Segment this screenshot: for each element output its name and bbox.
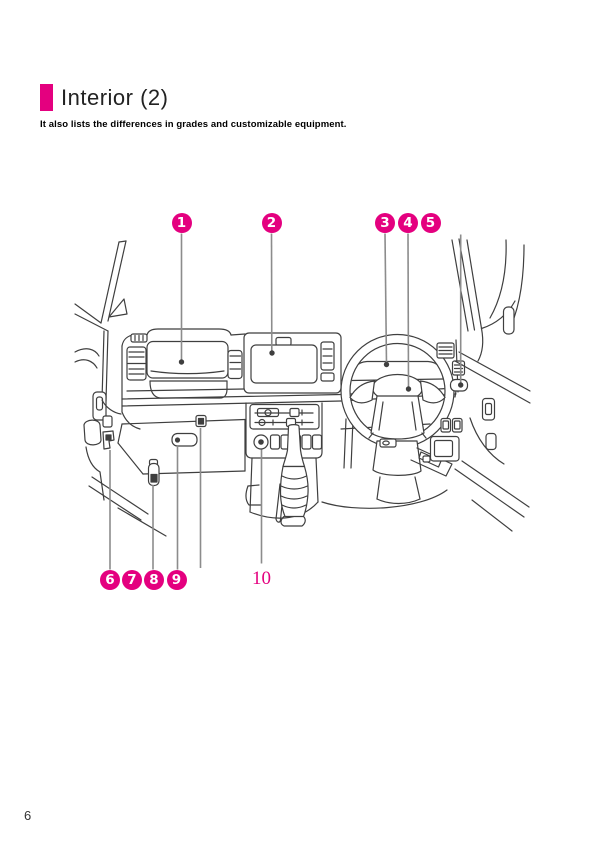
page-title: Interior (2): [61, 85, 169, 110]
left-vents: [127, 347, 146, 380]
callout-4: 4: [398, 213, 418, 233]
center-console: [246, 403, 322, 526]
callout-8: 8: [144, 570, 164, 590]
callout-6: 6: [100, 570, 120, 590]
callout-5: 5: [421, 213, 441, 233]
door-switch: [483, 399, 495, 421]
cluster-side-vent: [228, 351, 242, 379]
page-number: 6: [24, 808, 32, 823]
coat-hook: [103, 416, 114, 449]
instrument-cluster: [147, 342, 228, 379]
callout-1: 1: [172, 213, 192, 233]
callout-2: 2: [262, 213, 282, 233]
center-display-panel: [244, 333, 341, 393]
bottle-holder: [149, 460, 160, 486]
leader-4: [408, 234, 409, 389]
callout-10-label: 10: [252, 568, 271, 589]
callout-3: 3: [375, 213, 395, 233]
callout-7: 7: [122, 570, 142, 590]
grab-handle: [504, 307, 515, 334]
callout-9: 9: [167, 570, 187, 590]
page-subtitle: It also lists the differences in grades and customizable equipment.: [40, 119, 347, 130]
